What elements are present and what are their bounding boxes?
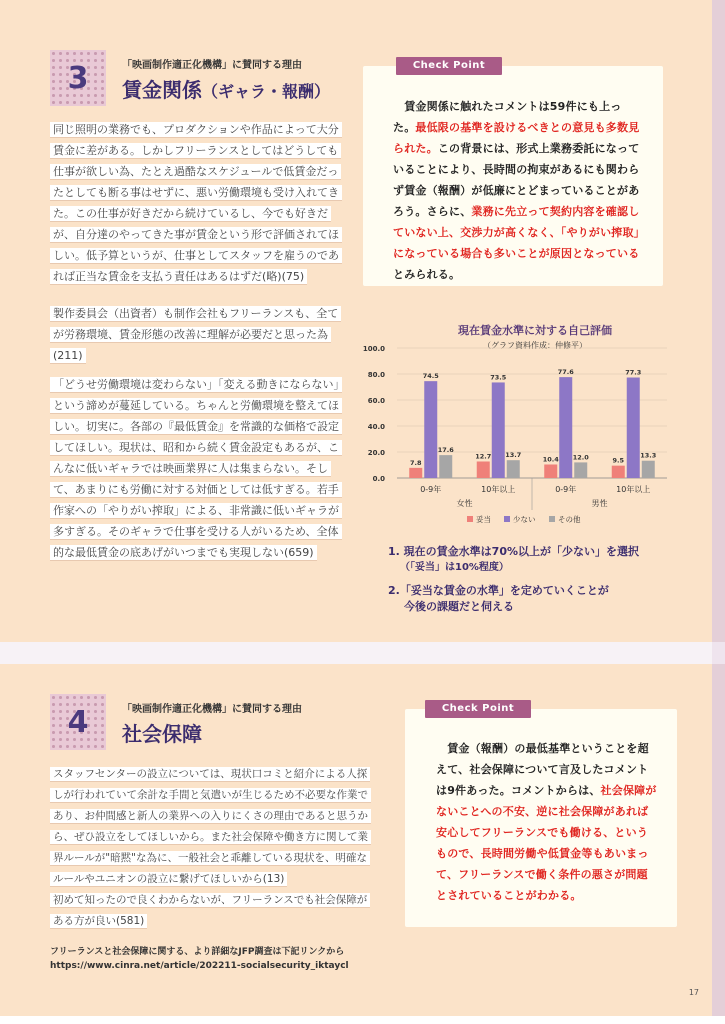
check-point-tag: Check Point: [425, 700, 531, 718]
chart-subtitle: （グラフ資料作成：仲修平）: [483, 341, 587, 350]
comment-quote: 製作委員会（出資者）も制作会社もフリーランスも、全てが労務環境、賃金形態の改善に理解が必要だと思った為(211): [50, 303, 340, 366]
section-eyebrow: 「映画制作適正化機構」に賛同する理由: [122, 60, 302, 71]
data-label: 9.5: [612, 456, 625, 465]
edge-stripe: [712, 664, 725, 1016]
section-number: 4: [67, 704, 89, 740]
highlight-text: 社会保障がないことへの不安、逆に社会保障があれば安心してフリーランスでも働ける、というもので、長時間労働や低賃金等もあいまって、フリーランスで働く条件の悪さが問題とされていることがわかる。: [436, 784, 657, 902]
legend-swatch: [549, 516, 555, 522]
data-label: 74.5: [422, 372, 439, 381]
comment-quote: 「どうせ労働環境は変わらない」「変える動きにならない」という諦めが蔓延している。ちゃんと労働環境を整えてほしい。切実に。各部の『最低賃金』を常識的な価格で設定してほしい。現状は、昭和から続く賃金設定もあるが、こんなに低いギャラでは映画業界に人は集まらない。そして、あまりにも労働に対する対価としては低すぎる。若手作家への「やりがい搾取」による、非常識に低いギャラが多すぎる。そのギャラで仕事を受ける人がいるため、全体的な最低賃金の底あげがいつまでも実現しない(659): [50, 374, 340, 563]
bar-その他: [574, 462, 587, 478]
y-tick-label: 60.0: [367, 397, 385, 405]
group-label: 男性: [591, 499, 608, 508]
bar-少ない: [559, 377, 572, 478]
finding-1-note: （「妥当」は10%程度）: [400, 562, 509, 573]
bar-妥当: [409, 468, 422, 478]
legend-label: 少ない: [513, 515, 536, 524]
bar-少ない: [424, 381, 437, 478]
page-number: 17: [688, 988, 699, 997]
data-label: 77.3: [625, 368, 642, 377]
y-tick-label: 100.0: [362, 345, 385, 353]
legend-label: 妥当: [476, 515, 491, 524]
check-point-text: 賃金（報酬）の最低基準ということを超えて、社会保障について言及したコメントは9件あった。コメントからは、社会保障がないことへの不安、逆に社会保障があれば安心してフリーランスでも働ける、というもので、長時間労働や低賃金等もあいまって、フリーランスで働く条件の悪さが問題とされていることがわかる。: [436, 742, 657, 902]
finding-2-cont: 今後の課題だと伺える: [404, 600, 514, 613]
finding-1: 1. 現在の賃金水準は70%以上が「少ない」を選択: [388, 545, 639, 558]
bar-妥当: [612, 466, 625, 478]
legend-swatch: [504, 516, 510, 522]
y-tick-label: 80.0: [367, 371, 385, 379]
bar-少ない: [492, 382, 505, 478]
legend-label: その他: [558, 515, 581, 524]
bar-妥当: [477, 461, 490, 478]
data-label: 13.7: [505, 451, 522, 460]
x-tick-label: 10年以上: [616, 485, 651, 494]
highlight-text: 最低限の基準を設けるべきとの意見も多数見られた。: [393, 121, 640, 155]
footnote-link[interactable]: https://www.cinra.net/article/202211-socialsecurity_iktaycl: [50, 961, 349, 971]
data-label: 13.3: [640, 451, 657, 460]
section-divider: [0, 642, 712, 664]
comment-quote: 初めて知ったので良くわからないが、フリーランスでも社会保障がある方が良い(581): [50, 890, 368, 932]
x-tick-label: 0-9年: [555, 485, 577, 494]
bar-少ない: [627, 378, 640, 478]
group-label: 女性: [456, 499, 473, 508]
data-label: 7.8: [409, 458, 422, 467]
data-label: 77.6: [557, 368, 574, 377]
edge-stripe: [712, 0, 725, 642]
data-label: 17.6: [437, 446, 454, 455]
check-point-tag: Check Point: [396, 57, 502, 75]
y-tick-label: 40.0: [367, 423, 385, 431]
data-label: 12.0: [572, 453, 589, 462]
highlight-text: 業務に先立って契約内容を確認していない上、交渉力が高くなく、「やりがい搾取」になっている場合も多いことが原因となっている: [393, 205, 640, 260]
section-title: 社会保障: [122, 722, 202, 746]
section-number: 3: [67, 60, 89, 96]
bar-その他: [507, 460, 520, 478]
x-tick-label: 0-9年: [420, 485, 442, 494]
edge-stripe: [712, 642, 725, 664]
legend-swatch: [467, 516, 473, 522]
check-point-text: 賃金関係に触れたコメントは59件にも上った。最低限の基準を設けるべきとの意見も多数見られた。この背景には、形式上業務委託になっていることにより、長時間の拘束があるにも関わらず賃金（報酬）が低廉にとどまっていることがあろう。さらに、業務に先立って契約内容を確認していない上、交渉力が高くなく、「やりがい搾取」になっている場合も多いことが原因となっているとみられる。: [393, 100, 640, 281]
footnote-text: フリーランスと社会保障に関する、より詳細なJFP調査は下記リンクから: [50, 947, 345, 957]
bar-その他: [642, 461, 655, 478]
section-title-main: 賃金関係: [122, 78, 202, 102]
data-label: 73.5: [490, 373, 507, 382]
finding-2: 2.「妥当な賃金の水準」を定めていくことが: [388, 584, 609, 597]
data-label: 12.7: [475, 452, 492, 461]
comment-quote: 同じ照明の業務でも、プロダクションや作品によって大分賃金に差がある。しかしフリーランスとしてはどうしても仕事が欲しい為、たとえ過酷なスケジュールで低賃金だったとしても断る事はせずに、悪い労働環境も受け入れてきた。この仕事が好きだから続けているし、今でも好きだが、自分達のやってきた事が賃金という形で評価されてほしい。低予算というが、仕事としてスタッフを雇うのであれば正当な賃金を支払う責任はあるはずだ(略)(75): [50, 119, 340, 287]
section-title-paren: （ギャラ・報酬）: [202, 82, 331, 101]
section-number-badge: [50, 694, 106, 750]
chart-title: 現在賃金水準に対する自己評価: [458, 324, 612, 337]
section-title: [122, 74, 330, 103]
bar-その他: [439, 455, 452, 478]
data-label: 10.4: [542, 455, 559, 464]
section-number-badge: [50, 50, 106, 106]
bar-妥当: [544, 464, 557, 478]
y-tick-label: 0.0: [372, 475, 385, 483]
comment-quote: スタッフセンターの設立については、現状口コミと紹介による人探しが行われていて余計な手間と気遣いが生じるため不必要な作業であり、お仲間感と新人の業界への入りにくさの理由であると思うから、ぜひ設立をしてほしいから。また社会保障や働き方に関して業界ルールが"暗黙"な為に、一般社会と乖離している現状を、明確なルールやユニオンの設立に繋げてほしいから(13): [50, 764, 368, 890]
wage-self-evaluation-chart: [355, 340, 685, 530]
section-eyebrow: 「映画制作適正化機構」に賛同する理由: [122, 704, 302, 715]
y-tick-label: 20.0: [367, 449, 385, 457]
x-tick-label: 10年以上: [481, 485, 516, 494]
